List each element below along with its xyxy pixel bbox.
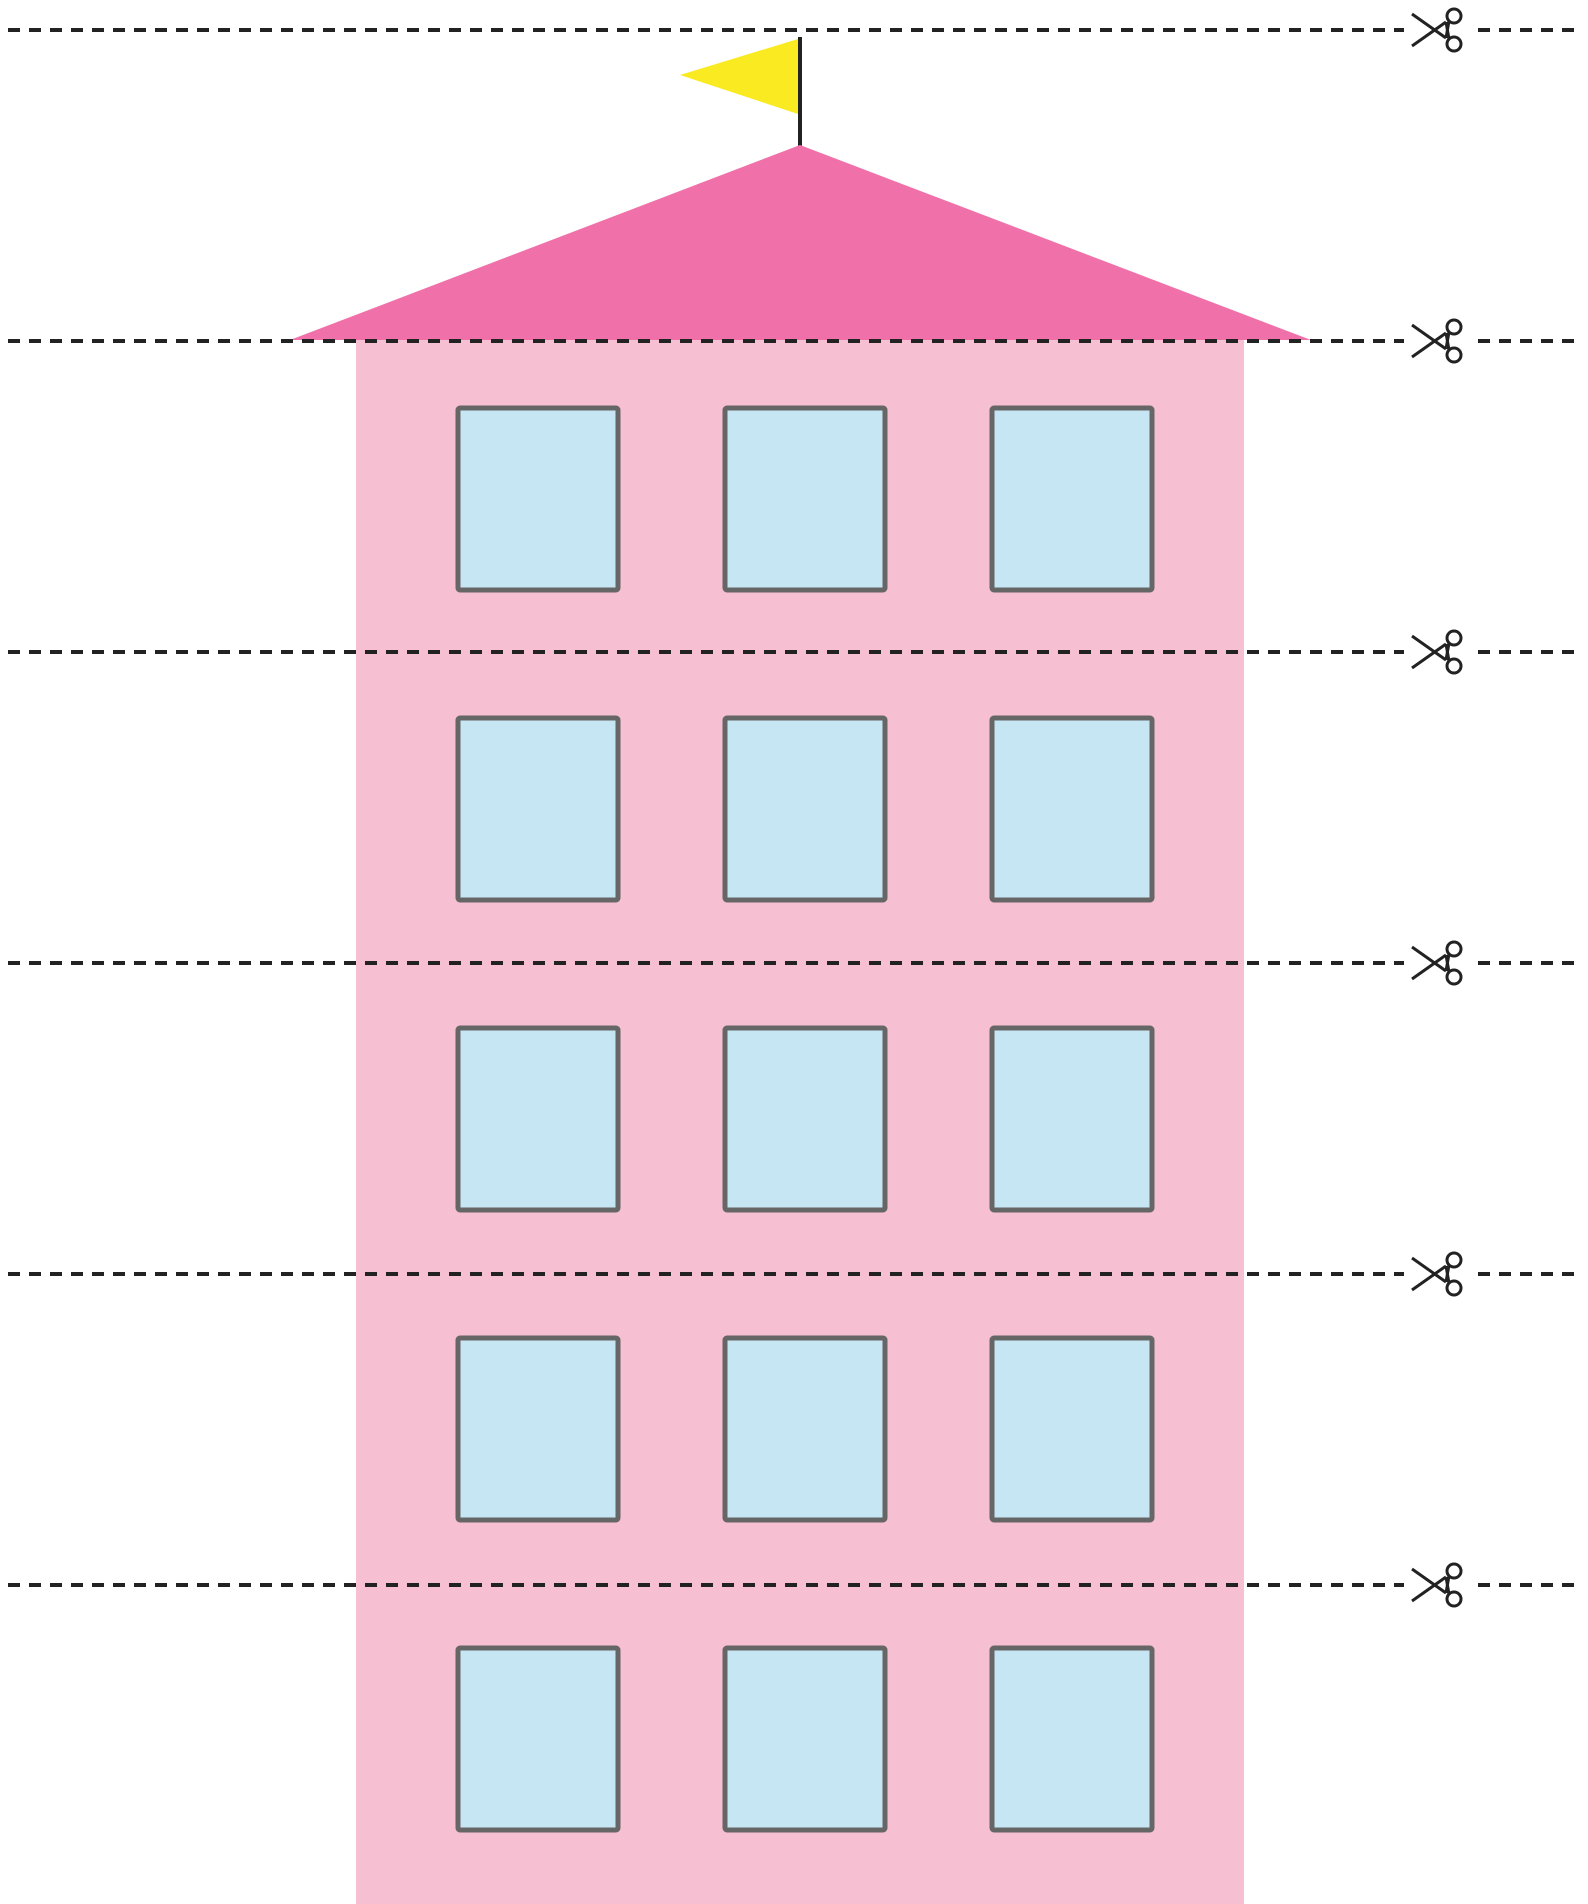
scissors-icon xyxy=(1404,1248,1474,1300)
window-pane xyxy=(458,1338,618,1520)
scissors-icon xyxy=(1404,1559,1474,1611)
window-2-3 xyxy=(992,718,1152,900)
window-3-2 xyxy=(725,1028,885,1210)
window-4-2 xyxy=(725,1338,885,1520)
window-4-3 xyxy=(966,1338,1157,1520)
window-pane xyxy=(458,1028,618,1210)
window-pane xyxy=(725,1338,885,1520)
scissors-icon xyxy=(1404,315,1474,367)
window-1-3 xyxy=(992,408,1152,590)
window-pane xyxy=(992,1028,1152,1210)
window-4-1 xyxy=(458,1338,618,1520)
window-pane xyxy=(458,408,618,590)
window-pane xyxy=(725,408,885,590)
flag xyxy=(680,37,800,148)
window-pane xyxy=(458,1648,618,1830)
window-pane xyxy=(992,1648,1152,1830)
window-5-3 xyxy=(992,1648,1152,1830)
window-5-1 xyxy=(456,1648,620,1834)
scissors-icon xyxy=(1404,626,1474,678)
window-pane xyxy=(992,718,1152,900)
window-5-2 xyxy=(725,1648,885,1830)
window-3-1 xyxy=(458,1028,618,1210)
window-pane xyxy=(992,1338,1152,1520)
window-pane xyxy=(725,1028,885,1210)
window-pane xyxy=(725,718,885,900)
window-pane xyxy=(992,408,1152,590)
roof xyxy=(290,145,1311,340)
window-1-1 xyxy=(458,408,618,590)
window-pane xyxy=(458,718,618,900)
scissors-icon xyxy=(1404,937,1474,989)
window-3-3 xyxy=(992,1028,1152,1210)
window-pane xyxy=(725,1648,885,1830)
window-2-2 xyxy=(725,718,885,900)
scissors-icon xyxy=(1404,4,1474,56)
flag-pennant xyxy=(680,39,798,114)
window-2-1 xyxy=(458,718,618,900)
